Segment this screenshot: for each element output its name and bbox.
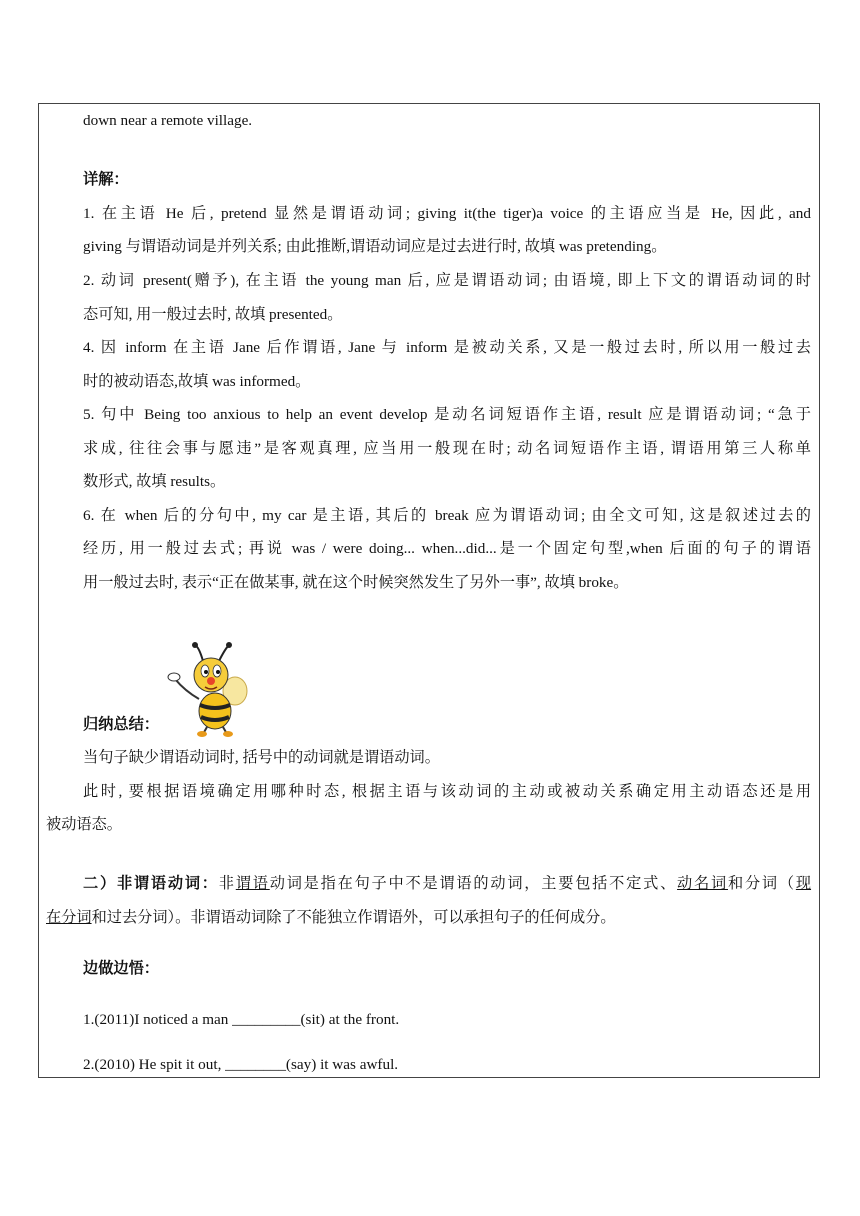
- summary-line: 当句子缺少谓语动词时, 括号中的动词就是谓语动词。: [83, 749, 440, 766]
- summary-line: 被动语态。: [46, 816, 122, 833]
- explain-line: 用一般过去时, 表示“正在做某事, 就在这个时候突然发生了另外一事”, 故填 broke。: [83, 574, 629, 591]
- practice-heading: 边做边悟：: [83, 960, 159, 977]
- explain-heading: 详解：: [83, 171, 129, 188]
- section2-text: 动词是指在句子中不是谓语的动词，主要包括不定式、: [269, 875, 678, 892]
- link-xianzaifenci[interactable]: 现: [795, 875, 812, 892]
- explain-line: 4. 因 inform 在主语 Jane 后作谓语, Jane 与 inform 是被动关系, 又是一般过去时, 所以用一般过去: [83, 339, 811, 356]
- section2-text: 和分词（: [727, 875, 796, 892]
- section2-text: 非: [218, 875, 236, 892]
- explain-line: 时的被动语态,故填 was informed。: [83, 373, 311, 390]
- explain-line: giving 与谓语动词是并列关系; 由此推断,谓语动词应是过去进行时, 故填 was pretending。: [83, 238, 667, 255]
- explain-line: 5. 句中 Being too anxious to help an event develop 是动名词短语作主语, result 应是谓语动词; “急于: [83, 406, 811, 423]
- section2-title: 二）非谓语动词：: [83, 875, 219, 892]
- explain-line: 6. 在 when 后的分句中, my car 是主语, 其后的 break 应为谓语动词; 由全文可知, 这是叙述过去的: [83, 507, 811, 524]
- explain-line: 经历, 用一般过去式; 再说 was / were doing... when...did...是一个固定句型,when 后面的句子的谓语: [83, 540, 811, 557]
- explain-line: 2. 动词 present(赠予), 在主语 the young man 后, 应是谓语动词; 由语境, 即上下文的谓语动词的时: [83, 272, 811, 289]
- section2-paragraph-line2: [46, 901, 616, 935]
- link-dongmingci[interactable]: 动名词: [677, 875, 728, 892]
- section2-paragraph-line1: [83, 867, 811, 901]
- explain-line: 数形式, 故填 results。: [83, 473, 226, 490]
- practice-question-2: 2.(2010) He spit it out, ________(say) it was awful.: [83, 1056, 399, 1073]
- link-weiyu[interactable]: 谓语: [235, 875, 270, 892]
- link-xianzaifenci[interactable]: 在分词: [46, 909, 92, 926]
- content-box: [38, 103, 820, 1078]
- summary-line: 此时, 要根据语境确定用哪种时态, 根据主语与该动词的主动或被动关系确定用主动语态还是用: [83, 783, 811, 800]
- continued-line: down near a remote village.: [83, 112, 253, 129]
- summary-heading: 归纳总结：: [83, 716, 159, 733]
- bee-mascot-icon: [167, 641, 249, 737]
- explain-line: 求成, 往往会事与愿违”是客观真理, 应当用一般现在时; 动名词短语作主语, 谓语用第三人称单: [83, 440, 811, 457]
- section2-text: 和过去分词）。非谓语动词除了不能独立作谓语外，可以承担句子的任何成分。: [91, 909, 616, 926]
- explain-line: 态可知, 用一般过去时, 故填 presented。: [83, 306, 343, 323]
- practice-question-1: 1.(2011)I noticed a man _________(sit) at the front.: [83, 1011, 400, 1028]
- explain-line: 1. 在主语 He 后, pretend 显然是谓语动词; giving it(the tiger)a voice 的主语应当是 He, 因此, and: [83, 205, 811, 222]
